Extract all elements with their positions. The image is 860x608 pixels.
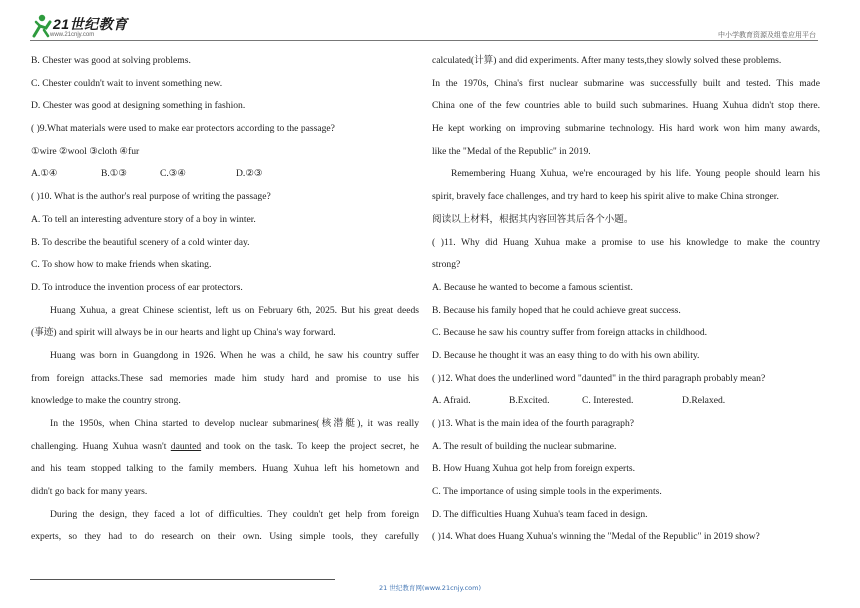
option-b: B.Excited. [509, 395, 550, 407]
passage-line: calculated(计算) and did experiments. After many tests,they slowly solved these problems. [432, 55, 782, 66]
passage-line: knowledge to make the country strong. [31, 395, 181, 407]
passage-line: China one of the few countries able to build such submarines. Huang Xuhua didn't stop there. [432, 100, 820, 112]
option-line: D. The difficulties Huang Xuhua's team faced in design. [432, 508, 648, 520]
question-12-options [432, 390, 820, 413]
question-9: ( )9.What materials were used to make ear protectors according to the passage? [31, 123, 335, 135]
passage-line: He kept working on improving submarine technology. His hard work won him many awards, [432, 123, 820, 135]
option-line: D. Chester was good at designing something in fashion. [31, 100, 246, 112]
logo-url: www.21cnjy.com [50, 32, 95, 38]
passage-line [31, 436, 419, 459]
question-13: ( )13. What is the main idea of the fourth paragraph? [432, 418, 635, 429]
question-11: ( )11. Why did Huang Xuhua make a promise to use his knowledge to make the country [432, 236, 820, 248]
passage-line: Huang Xuhua, a great Chinese scientist, left us on February 6th, 2025. But his great deeds [50, 304, 419, 316]
passage-line: didn't go back for many years. [31, 486, 148, 498]
footer-divider [30, 579, 335, 580]
passage-line: In the 1970s, China's first nuclear submarine was successfully built and tested. This made [432, 77, 820, 89]
passage-line: experts, so they had to do research on their own. Using simple tools, they carefully [31, 531, 419, 543]
option-d: D.②③ [236, 168, 263, 180]
option-line: B. Chester was good at solving problems. [31, 55, 191, 66]
option-line: C. The importance of using simple tools in the experiments. [432, 486, 662, 498]
question-14: ( )14. What does Huang Xuhua's winning the "Medal of the Republic" in 2019 show? [432, 531, 760, 543]
option-line: D. To introduce the invention process of ear protectors. [31, 281, 243, 293]
page-header [0, 0, 860, 44]
passage-line: (事迹) and spirit will always be in our hearts and light up China's way forward. [31, 327, 336, 339]
option-c: C.③④ [160, 168, 186, 180]
header-divider [30, 40, 818, 41]
option-line: C. Because he saw his country suffer from foreign attacks in childhood. [432, 327, 708, 339]
passage-line: In the 1950s, when China started to develop nuclear submarines(核潜艇), it was really [50, 418, 419, 429]
underlined-word: daunted [170, 440, 202, 452]
passage-text: challenging. Huang Xuhua wasn't [31, 440, 171, 452]
option-line: A. The result of building the nuclear submarine. [432, 440, 617, 452]
left-column [31, 50, 419, 549]
passage-text: and took on the task. To keep the project secret, he [201, 440, 419, 452]
question-10: ( )10. What is the author's real purpose of writing the passage? [31, 191, 271, 203]
option-a: A. Afraid. [432, 395, 471, 407]
instruction-line: 阅读以上材料，根据其内容回答其后各个小题。 [432, 213, 634, 225]
option-c: C. Interested. [582, 395, 634, 407]
option-line: B. How Huang Xuhua got help from foreign experts. [432, 463, 636, 475]
option-line: A. To tell an interesting adventure story of a boy in winter. [31, 213, 256, 225]
passage-line: During the design, they faced a lot of difficulties. They couldn't get help from foreign [50, 508, 419, 520]
passage-line: and his team stopped talking to the family members. Huang Xuhua left his hometown and [31, 463, 419, 475]
materials-list: ①wire ②wool ③cloth ④fur [31, 145, 140, 157]
right-column [432, 50, 820, 549]
question-11-cont: strong? [432, 259, 461, 271]
option-line: D. Because he thought it was an easy thing to do with his own ability. [432, 349, 700, 361]
option-line: C. Chester couldn't wait to invent something new. [31, 77, 223, 89]
question-9-options [31, 163, 419, 186]
passage-line: spirit, bravely face challenges, and try hard to keep his spirit alive to make China stronger. [432, 191, 779, 203]
option-b: B.①③ [101, 168, 127, 180]
logo-text: 21世纪教育 [53, 16, 128, 32]
option-line: A. Because he wanted to become a famous scientist. [432, 281, 633, 293]
passage-line: from foreign attacks.These sad memories made him study hard and promise to use his [31, 372, 419, 384]
footer-text: 21 世纪教育网(www.21cnjy.com) [379, 584, 481, 592]
option-a: A.①④ [31, 168, 58, 180]
option-d: D.Relaxed. [682, 395, 726, 407]
question-12: ( )12. What does the underlined word "daunted" in the third paragraph probably mean? [432, 372, 766, 384]
option-line: B. Because his family hoped that he could achieve great success. [432, 304, 681, 316]
passage-line: Huang was born in Guangdong in 1926. When he was a child, he saw his country suffer [50, 349, 419, 361]
platform-name: 中小学教育资源及组卷应用平台 [718, 31, 816, 39]
passage-line: Remembering Huang Xuhua, we're encouraged by his life. Young people should learn his [451, 168, 820, 180]
passage-line: like the "Medal of the Republic" in 2019. [432, 145, 591, 157]
option-line: B. To describe the beautiful scenery of a cold winter day. [31, 236, 250, 248]
option-line: C. To show how to make friends when skating. [31, 259, 212, 271]
